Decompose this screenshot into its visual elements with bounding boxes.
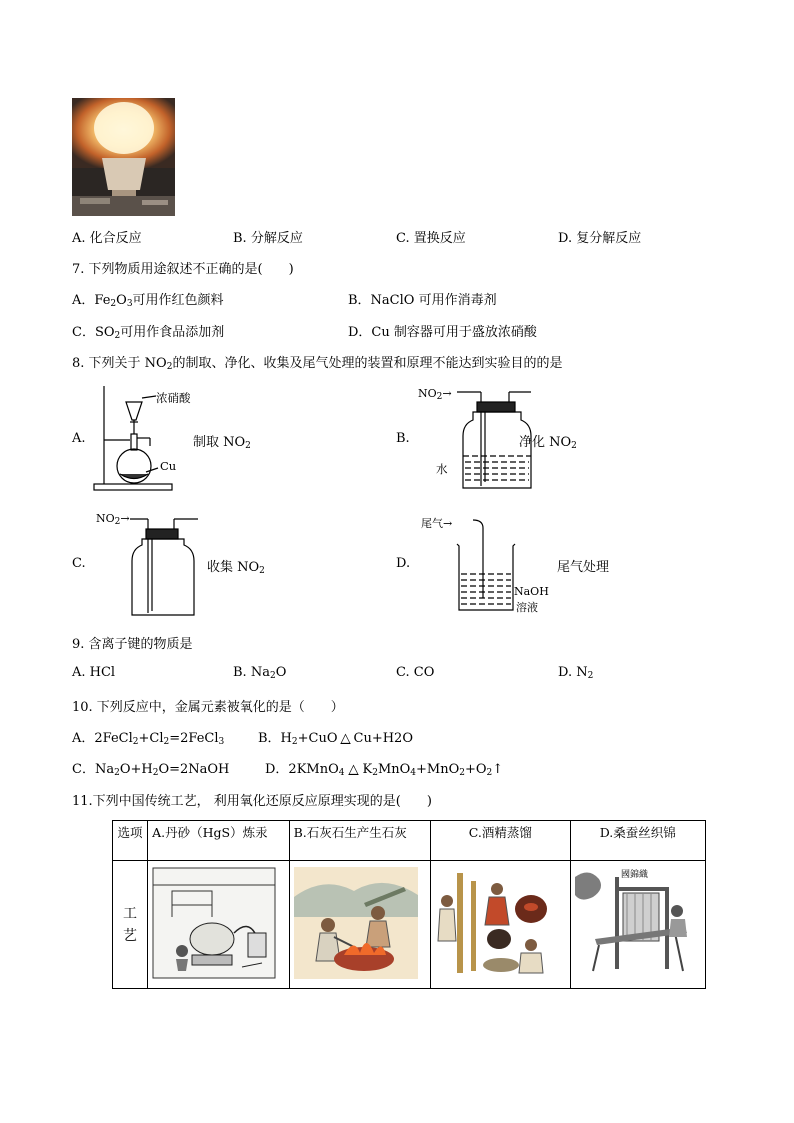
- cell-image-a[interactable]: [148, 861, 289, 989]
- table-header-label: 选项: [113, 821, 148, 861]
- label-solution: 溶液: [516, 601, 538, 614]
- q7-option-b[interactable]: B．NaClO 可用作消毒剂: [348, 293, 497, 308]
- q6-option-c[interactable]: [396, 227, 466, 246]
- label-cu: Cu: [160, 459, 177, 473]
- q8-a-caption: 制取 $NO_2$: [193, 435, 251, 451]
- q6-option-b[interactable]: [233, 227, 303, 246]
- label-concentrated-nitric-acid: 浓硝酸: [156, 391, 191, 405]
- cell-image-b[interactable]: [289, 861, 430, 989]
- heat-condition-arrow: △: [348, 762, 359, 777]
- q7-option-c[interactable]: C．$SO_2$可用作食品添加剂: [72, 325, 225, 341]
- q8-b-caption: 净化 $NO_2$: [519, 435, 577, 451]
- label-tail-gas: 尾气→: [421, 517, 453, 530]
- column-header-c[interactable]: C.酒精蒸馏: [431, 821, 570, 861]
- heat-condition-arrow: △: [340, 731, 351, 746]
- no2-collection-bottle: [128, 515, 200, 619]
- label-no2-inlet-b: $NO_2\to$: [418, 387, 452, 402]
- loom-caption: 國錦織: [621, 870, 649, 880]
- mercury-smelting-illustration: [152, 867, 276, 979]
- q7-option-a[interactable]: A．$Fe_2O_3$可用作红色颜料: [72, 293, 224, 309]
- q9-option-b[interactable]: B. $Na_2O$: [233, 665, 287, 681]
- crafts-table: [112, 820, 706, 989]
- q8-option-c-letter[interactable]: C.: [72, 556, 86, 571]
- q8-d-caption: 尾气处理: [557, 560, 610, 575]
- distillation-illustration: [435, 867, 557, 979]
- q8-stem: 8. 下列关于 $NO_2$的制取、净化、收集及尾气处理的装置和原理不能达到实验目的的是: [72, 356, 563, 372]
- q8-option-d-letter[interactable]: D.: [396, 556, 411, 571]
- label-naoh: NaOH: [514, 585, 549, 598]
- option-text: D. 复分解反应: [558, 231, 642, 246]
- q8-c-caption: 收集 $NO_2$: [207, 560, 265, 576]
- q10-stem: 10. 下列反应中，金属元素被氧化的是（ ）: [72, 700, 344, 715]
- q10-option-a[interactable]: A．$2FeCl_2+Cl_2=2FeCl_3$: [72, 731, 225, 747]
- q8-option-a-letter[interactable]: A.: [72, 431, 86, 446]
- q8-option-b-letter[interactable]: B.: [396, 431, 410, 446]
- label-no2-inlet-c: $NO_2\to$: [96, 512, 130, 527]
- q7-option-d[interactable]: D．Cu 制容器可用于盛放浓硝酸: [348, 325, 537, 340]
- q6-option-d[interactable]: [558, 227, 641, 246]
- lime-kiln-illustration: [294, 867, 418, 979]
- option-text: A. 化合反应: [72, 231, 142, 246]
- label-water: 水: [436, 462, 448, 476]
- q9-stem: 9. 含离子键的物质是: [72, 637, 193, 652]
- q9-option-c[interactable]: C. CO: [396, 665, 435, 680]
- q6-option-a[interactable]: [72, 227, 142, 246]
- cell-image-c[interactable]: [431, 861, 570, 989]
- column-header-d[interactable]: D.桑蚕丝织锦: [570, 821, 705, 861]
- option-text: B. 分解反应: [233, 231, 303, 246]
- q10-option-c[interactable]: C．$Na_2O+H_2O=2NaOH$: [72, 762, 230, 778]
- q10-option-b[interactable]: B．$H_2+CuO$ △ Cu+H2O: [258, 731, 413, 747]
- q7-stem: 7. 下列物质用途叙述不正确的是( ): [72, 262, 294, 277]
- silk-loom-illustration: [575, 867, 693, 979]
- column-header-a[interactable]: A.丹砂（HgS）炼汞: [148, 821, 289, 861]
- thermite-reaction-photo: [72, 98, 175, 216]
- naoh-absorption-beaker: [455, 518, 517, 614]
- option-text: C. 置换反应: [396, 231, 466, 246]
- q9-option-a[interactable]: A. HCl: [72, 665, 116, 680]
- q10-option-d[interactable]: D．2KMnO$_4$ △ $K_2MnO_4+MnO_2+O_2↑$: [265, 762, 504, 778]
- q9-option-d[interactable]: D. $N_2$: [558, 665, 594, 681]
- row-label: 工艺: [113, 861, 148, 989]
- q11-stem: 11.下列中国传统工艺， 利用氧化还原反应原理实现的是( ): [72, 794, 432, 809]
- column-header-b[interactable]: B.石灰石生产生石灰: [289, 821, 430, 861]
